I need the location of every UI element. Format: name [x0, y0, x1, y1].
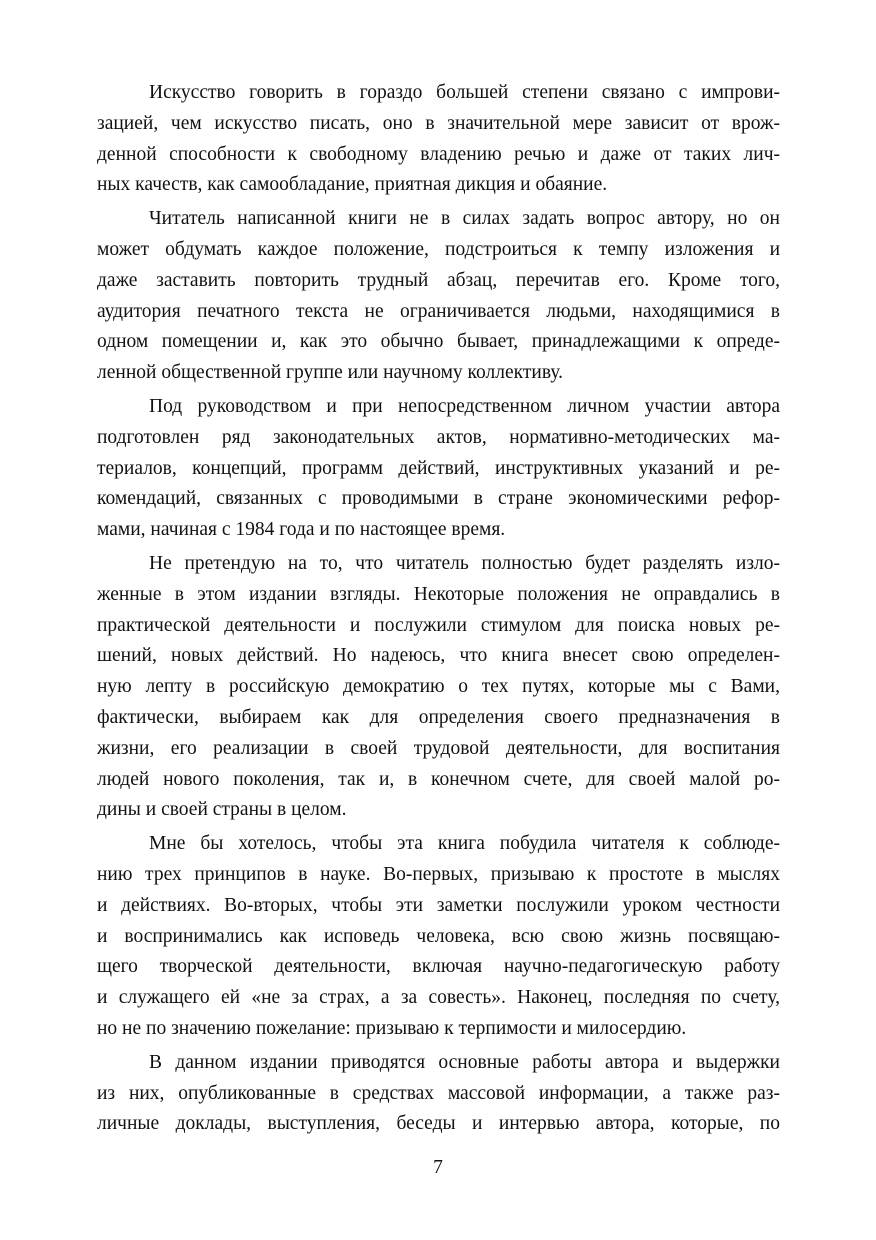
text-line: мами, начиная с 1984 года и по настоящее время. [97, 519, 506, 541]
text-line: подготовлен ряд законодательных актов, нормативно-методических ма- [97, 426, 780, 448]
text-line: из них, опубликованные в средствах массовой информации, а также раз- [97, 1082, 780, 1104]
text-line: Искусство говорить в гораздо большей степени связано с импрови- [149, 82, 780, 103]
text-line: В данном издании приводятся основные работы автора и выдержки [149, 1051, 780, 1073]
text-line: жизни, его реализации в своей трудовой деятельности, для воспитания [97, 737, 780, 759]
page-number: 7 [433, 1157, 443, 1178]
paragraph-3 [97, 392, 780, 546]
paragraph-4 [97, 549, 780, 826]
text-line: и служащего ей «не за страх, а за совесть». Наконец, последняя по счету, [97, 987, 780, 1009]
paragraph-6 [97, 1048, 780, 1140]
text-line: нию трех принципов в науке. Во-первых, призываю к простоте в мыслях [97, 863, 780, 885]
text-line: ную лепту в российскую демократию о тех путях, которые мы с Вами, [97, 676, 780, 698]
text-line: женные в этом издании взгляды. Некоторые положения не оправдались в [97, 583, 780, 605]
text-line: и действиях. Во-вторых, чтобы эти заметки послужили уроком честности [97, 894, 780, 916]
text-line: ленной общественной группе или научному коллективу. [97, 362, 564, 384]
text-line: ных качеств, как самообладание, приятная дикция и обаяние. [97, 174, 608, 196]
text-line: щего творческой деятельности, включая научно-педагогическую работу [97, 956, 780, 978]
text-line: может обдумать каждое положение, подстроиться к темпу изложения и [97, 238, 780, 260]
text-line: Мне бы хотелось, чтобы эта книга побудила читателя к соблюде- [149, 833, 780, 855]
text-line: денной способности к свободному владению речью и даже от таких лич- [97, 143, 780, 165]
text-line: зацией, чем искусство писать, оно в значительной мере зависит от врож- [97, 112, 780, 134]
body-text [97, 78, 780, 1143]
text-line: дины и своей страны в целом. [97, 799, 347, 821]
text-line: одном помещении и, как это обычно бывает, принадлежащими к опреде- [97, 331, 780, 353]
text-line: аудитория печатного текста не ограничивается людьми, находящимися в [97, 300, 780, 322]
paragraph-2 [97, 204, 780, 389]
text-line: даже заставить повторить трудный абзац, перечитав его. Кроме того, [97, 269, 780, 291]
text-line: Читатель написанной книги не в силах задать вопрос автору, но он [149, 208, 780, 230]
text-line: териалов, концепций, программ действий, инструктивных указаний и ре- [97, 457, 780, 479]
text-line: Не претендую на то, что читатель полностью будет разделять изло- [149, 552, 780, 574]
text-line: Под руководством и при непосредственном личном участии автора [149, 395, 780, 417]
text-line: и воспринимались как исповедь человека, всю свою жизнь посвящаю- [97, 925, 780, 947]
paragraph-5 [97, 829, 780, 1045]
text-line: фактически, выбираем как для определения своего предназначения в [97, 706, 780, 728]
text-line: но не по значению пожелание: призываю к терпимости и милосердию. [97, 1017, 687, 1039]
paragraph-1 [97, 78, 780, 201]
text-line: шений, новых действий. Но надеюсь, что книга внесет свою определен- [97, 645, 780, 667]
text-line: практической деятельности и послужили стимулом для поиска новых ре- [97, 614, 780, 636]
text-line: личные доклады, выступления, беседы и интервью автора, которые, по [97, 1113, 780, 1135]
text-line: людей нового поколения, так и, в конечном счете, для своей малой ро- [97, 768, 780, 790]
text-line: комендаций, связанных с проводимыми в стране экономическими рефор- [97, 488, 780, 510]
